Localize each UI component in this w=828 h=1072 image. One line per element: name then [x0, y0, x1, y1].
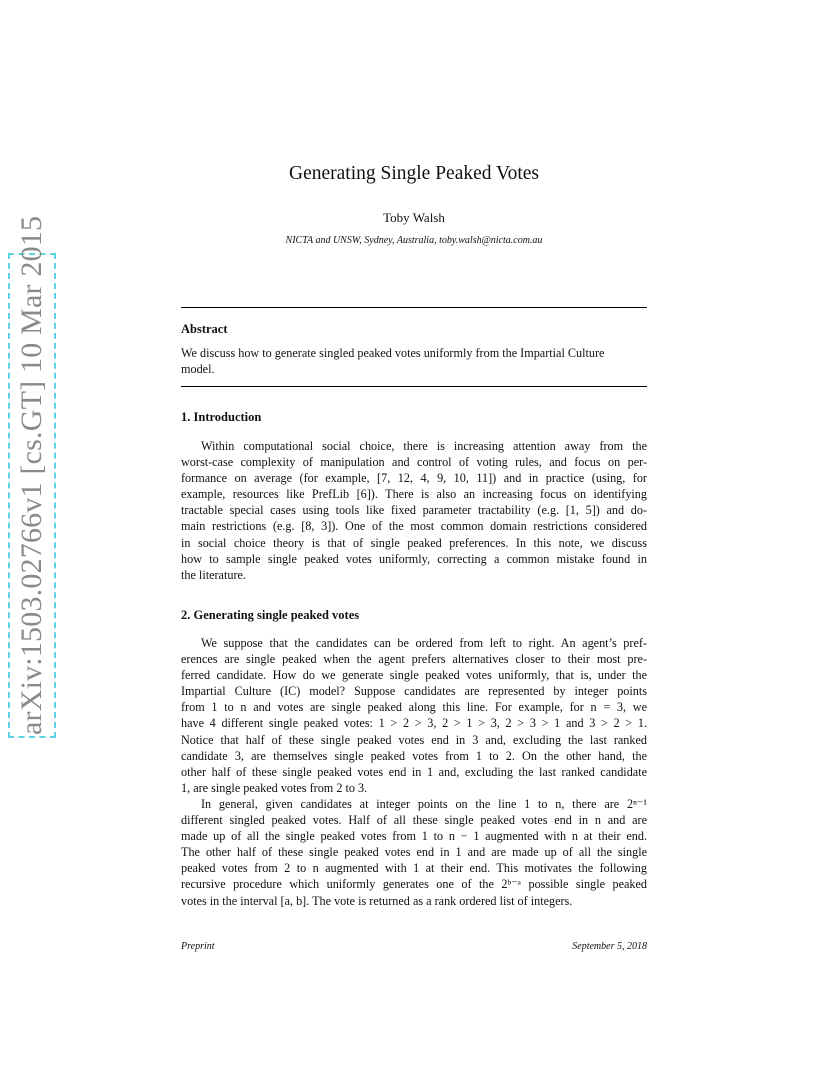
abstract-heading: Abstract — [181, 322, 228, 336]
abstract-bottom-rule — [181, 386, 647, 387]
text-line: other half of these single peaked votes end in 1 and, excluding the last ranked candidate — [181, 764, 647, 779]
text-line: candidate 3, are themselves single peaked votes from 1 to 2. On the other hand, the — [181, 748, 647, 763]
text-line: made up of all the single peaked votes from 1 to n − 1 augmented with n at their end. — [181, 829, 647, 844]
arxiv-identifier: arXiv:1503.02766v1 [cs.GT] 10 Mar 2015 — [15, 215, 48, 735]
footer-date: September 5, 2018 — [572, 941, 647, 952]
text-line: different singled peaked votes. Half of all these single peaked votes end in n and are — [181, 813, 647, 828]
text-line: worst-case complexity of manipulation and control of voting rules, and focus on per- — [181, 455, 647, 470]
text-line: We suppose that the candidates can be ordered from left to right. An agent’s pref- — [201, 636, 647, 650]
footer-preprint: Preprint — [181, 941, 215, 952]
abstract-line: model. — [181, 362, 215, 377]
text-line: peaked votes from 2 to n augmented with 1 at their end. This motivates the following — [181, 861, 647, 876]
paper-title: Generating Single Peaked Votes — [288, 163, 540, 184]
text-line: how to sample single peaked votes uniformly, correcting a common mistake found in — [181, 551, 647, 566]
author-affiliation: NICTA and UNSW, Sydney, Australia, toby.walsh@nicta.com.au — [285, 235, 543, 246]
generating-section-body — [181, 635, 647, 909]
text-line: from 1 to n and votes are single peaked along this line. For example, for n = 3, we — [181, 700, 647, 715]
text-line: 1, are single peaked votes from 2 to 3. — [181, 780, 368, 795]
text-line: the literature. — [181, 567, 246, 582]
text-line: votes in the interval [a, b]. The vote is returned as a rank ordered list of integers. — [181, 893, 573, 908]
text-line: tractable special cases using tools like fixed parameter tractability (e.g. [1, 5]) and do- — [181, 503, 647, 518]
text-line: Notice that half of these single peaked votes end in 3 and, excluding the last ranked — [181, 732, 647, 747]
text-line: Within computational social choice, there is increasing attention away from the — [201, 439, 647, 453]
text-line: Impartial Culture (IC) model? Suppose candidates are represented by integer points — [181, 684, 647, 699]
author-name: Toby Walsh — [383, 210, 445, 225]
abstract-line: We discuss how to generate singled peaked votes uniformly from the Impartial Culture — [181, 346, 605, 360]
text-line: recursive procedure which uniformly generates one of the 2ᵇ⁻ᵃ possible single peaked — [181, 877, 647, 892]
text-line: The other half of these single peaked votes end in 1 and are made up of all the single — [181, 845, 647, 860]
text-line: main restrictions (e.g. [8, 3]). One of the most common domain restrictions considered — [181, 519, 647, 534]
abstract-top-rule — [181, 307, 647, 308]
section-heading-introduction: 1. Introduction — [181, 410, 262, 424]
abstract-text — [181, 345, 647, 377]
introduction-paragraph — [181, 438, 647, 583]
text-line: erences are single peaked when the agent prefers alternatives closer to their most pre- — [181, 652, 647, 667]
section-heading-generating: 2. Generating single peaked votes — [181, 608, 360, 622]
text-line: in social choice theory is that of single peaked preferences. In this note, we discuss — [181, 535, 647, 550]
text-line: In general, given candidates at integer points on the line 1 to n, there are 2ⁿ⁻¹ — [201, 796, 647, 811]
text-line: example, resources like PrefLib [6]). There is also an increasing focus on identifying — [181, 487, 647, 502]
text-line: ferred candidate. How do we generate single peaked votes uniformly, that is, under the — [181, 668, 647, 683]
text-line: formance on average (for example, [7, 12, 4, 9, 10, 11]) and in practice (using, for — [181, 471, 647, 486]
text-line: have 4 different single peaked votes: 1 > 2 > 3, 2 > 1 > 3, 2 > 3 > 1 and 3 > 2 > 1. — [181, 716, 647, 731]
